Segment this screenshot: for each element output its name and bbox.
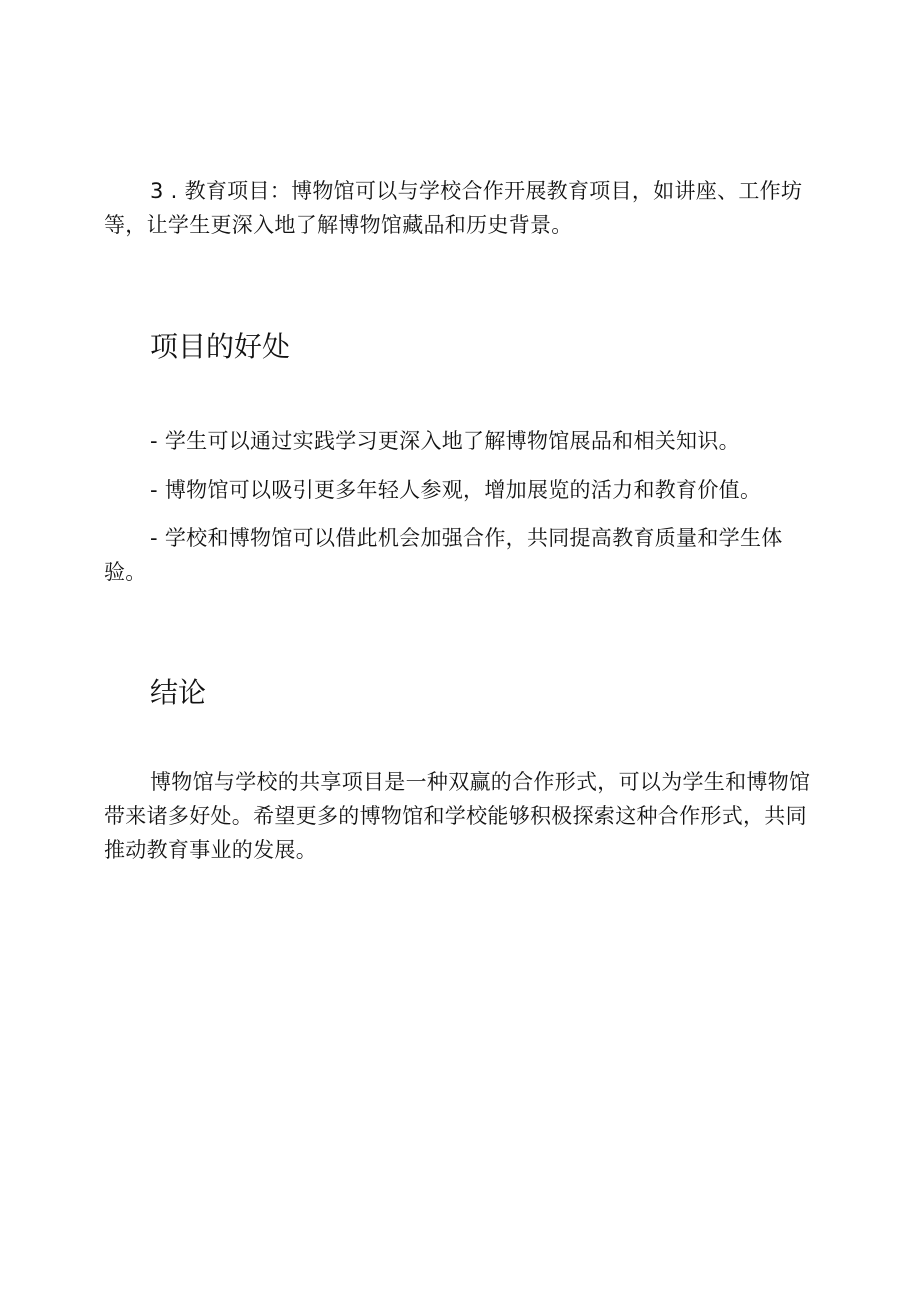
- benefits-heading: 项目的好处: [150, 330, 291, 363]
- conclusion-heading: 结论: [150, 676, 207, 709]
- benefit-item-museums: - 博物馆可以吸引更多年轻人参观，增加展览的活力和教育价值。: [150, 478, 762, 502]
- conclusion-paragraph: 博物馆与学校的共享项目是一种双赢的合作形式，可以为学生和博物馆带来诸多好处。希望更多的博物馆和学校能够积极探索这种合作形式，共同推动教育事业的发展。: [104, 770, 811, 862]
- education-project-paragraph: 3 . 教育项目：博物馆可以与学校合作开展教育项目，如讲座、工作坊等，让学生更深入地了解博物馆藏品和历史背景。: [104, 179, 803, 237]
- benefit-item-students: - 学生可以通过实践学习更深入地了解博物馆展品和相关知识。: [150, 429, 740, 453]
- benefit-item-cooperation: - 学校和博物馆可以借此机会加强合作，共同提高教育质量和学生体验。: [104, 526, 783, 584]
